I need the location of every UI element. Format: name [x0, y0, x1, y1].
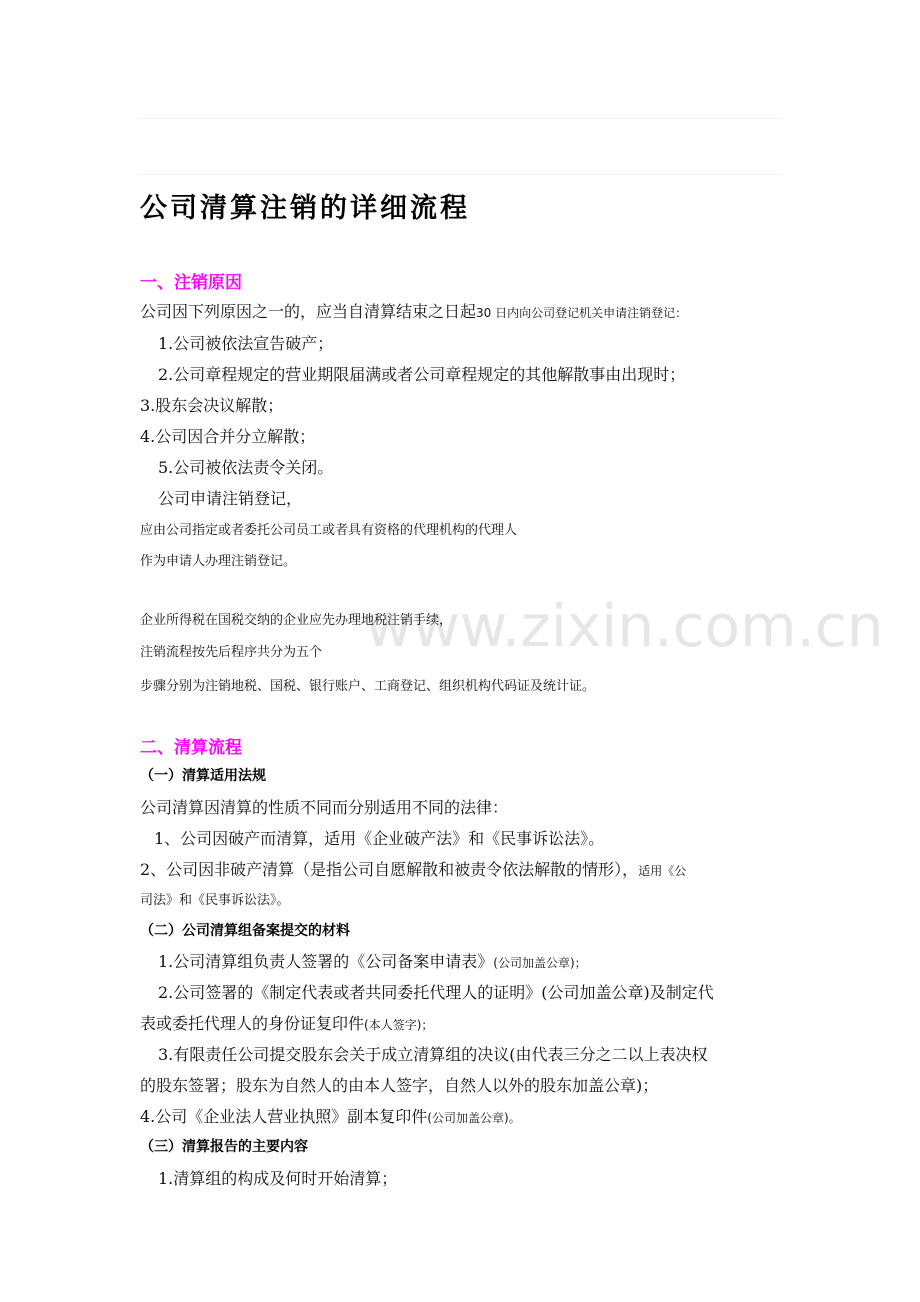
watermark: www.zixin.com.cn — [365, 592, 884, 660]
materials-item-continued: 的股东签署；股东为自然人的由本人签字，自然人以外的股东加盖公章)； — [140, 1076, 659, 1095]
apply-detail-line: 作为申请人办理注销登记。 — [140, 554, 297, 569]
reasons-intro — [140, 299, 687, 322]
reasons-intro-small: 30 日内向公司登记机关申请注销登记： — [476, 306, 688, 320]
laws-intro: 公司清算因清算的性质不同而分别适用不同的法律： — [140, 798, 509, 817]
materials-item-small: (本人签字)； — [364, 1018, 434, 1032]
laws-item-continued: 司法》和《民事诉讼法》。 — [140, 893, 290, 908]
reason-item: 1.公司被依法宣告破产； — [158, 334, 334, 353]
laws-item-small: 适用《公 — [638, 864, 687, 878]
materials-item-small: (公司加盖公章)； — [493, 956, 587, 970]
reason-item: 2.公司章程规定的营业期限届满或者公司章程规定的其他解散事由出现时； — [158, 365, 686, 384]
materials-item — [158, 949, 587, 972]
laws-item-main: 2、公司因非破产清算（是指公司自愿解散和被责令依法解散的情形）， — [140, 860, 639, 879]
laws-item: 1、公司因破产而清算，适用《企业破产法》和《民事诉讼法》。 — [154, 829, 605, 848]
materials-item-main: 4.公司《企业法人营业执照》副本复印件 — [140, 1107, 428, 1126]
materials-item — [140, 1104, 521, 1127]
tax-line: 企业所得税在国税交纳的企业应先办理地税注销手续， — [140, 613, 453, 628]
header-rule-lower — [138, 174, 782, 175]
apply-line: 公司申请注销登记， — [158, 489, 303, 508]
materials-item-small: (公司加盖公章)。 — [427, 1111, 521, 1125]
page-title: 公司清算注销的详细流程 — [140, 193, 470, 224]
section-heading-reasons: 一、注销原因 — [140, 273, 242, 293]
materials-item-cont: 表或委托代理人的身份证复印件 — [140, 1014, 365, 1033]
sub-heading-laws: （一）清算适用法规 — [140, 768, 266, 784]
reason-item: 5.公司被依法责令关闭。 — [158, 458, 334, 477]
tax-line: 步骤分别为注销地税、国税、银行账户、工商登记、组织机构代码证及统计证。 — [140, 679, 596, 694]
materials-item-main: 1.公司清算组负责人签署的《公司备案申请表》 — [158, 952, 494, 971]
apply-detail-line: 应由公司指定或者委托公司员工或者具有资格的代理机构的代理人 — [140, 523, 518, 538]
header-rule — [138, 118, 782, 119]
sub-heading-materials: （二）公司清算组备案提交的材料 — [140, 923, 350, 939]
materials-item-continued — [140, 1011, 433, 1034]
report-item: 1.清算组的构成及何时开始清算； — [158, 1169, 398, 1188]
laws-item — [140, 857, 686, 880]
section-heading-process: 二、清算流程 — [140, 738, 242, 758]
sub-heading-report: （三）清算报告的主要内容 — [140, 1139, 308, 1155]
reason-item: 3.股东会决议解散； — [140, 396, 284, 415]
materials-item: 3.有限责任公司提交股东会关于成立清算组的决议(由代表三分之二以上表决权 — [158, 1045, 708, 1064]
materials-item: 2.公司签署的《制定代表或者共同委托代理人的证明》(公司加盖公章)及制定代 — [158, 983, 714, 1002]
reasons-intro-text: 公司因下列原因之一的，应当自清算结束之日起 — [140, 302, 477, 321]
reason-item: 4.公司因合并分立解散； — [140, 427, 316, 446]
tax-line: 注销流程按先后程序共分为五个 — [140, 645, 323, 660]
